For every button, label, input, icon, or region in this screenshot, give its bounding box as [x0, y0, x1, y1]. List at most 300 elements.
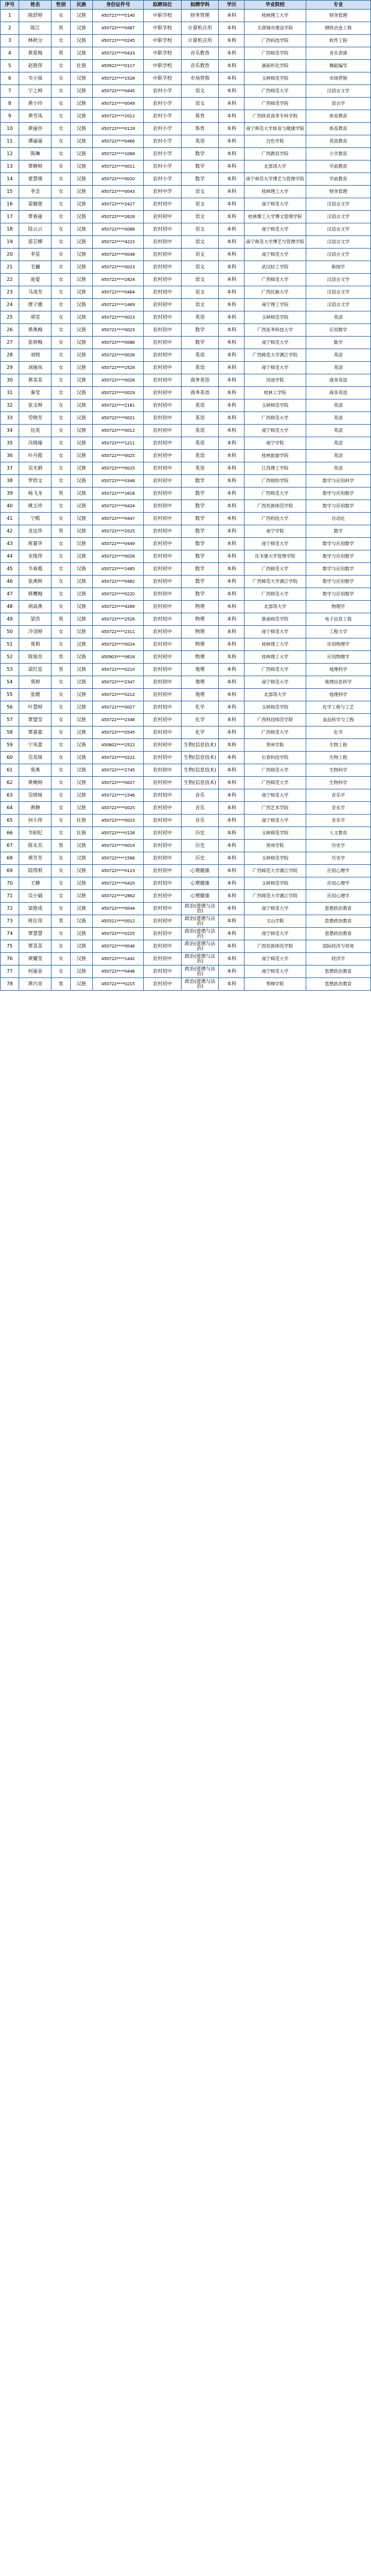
cell-major: 英语教育 — [306, 135, 370, 148]
cell-school: 南宁师范大学博艺与管理学院 — [245, 236, 306, 249]
cell-school: 南宁师范大学 — [245, 903, 306, 915]
cell-education: 本科 — [219, 877, 245, 890]
cell-name: 吴晓妹 — [19, 789, 52, 802]
cell-id-number: 450722****1546 — [92, 789, 143, 802]
cell-position: 农村初中 — [144, 626, 182, 638]
cell-ethnicity: 汉族 — [70, 98, 92, 110]
cell-ethnicity: 汉族 — [70, 299, 92, 311]
cell-index: 36 — [1, 450, 19, 462]
cell-position: 农村初中 — [144, 550, 182, 563]
cell-gender: 女 — [52, 626, 70, 638]
cell-ethnicity: 汉族 — [70, 387, 92, 399]
cell-major: 舞蹈编导 — [306, 60, 370, 72]
cell-ethnicity: 汉族 — [70, 186, 92, 198]
cell-major: 地理科学 — [306, 689, 370, 701]
cell-name: 劳晓芳 — [19, 412, 52, 425]
cell-school: 南宁师范大学 — [245, 362, 306, 374]
cell-subject: 数学 — [181, 563, 219, 576]
cell-id-number: 450722****0545 — [92, 727, 143, 739]
cell-id-number: 450722****1068 — [92, 148, 143, 161]
cell-school: 桂林理工大学 — [245, 186, 306, 198]
table-row — [1, 626, 371, 638]
cell-id-number: 450722****0023 — [92, 815, 143, 827]
cell-education: 本科 — [219, 689, 245, 701]
cell-subject: 语文 — [181, 186, 219, 198]
cell-position: 农村初中 — [144, 940, 182, 953]
cell-position: 农村初中 — [144, 462, 182, 475]
table-row — [1, 563, 371, 576]
cell-major: 思想政治教育 — [306, 978, 370, 991]
table-row — [1, 374, 371, 387]
cell-name: 莫婷 — [19, 676, 52, 689]
cell-position: 中职学校 — [144, 35, 182, 47]
cell-education: 本科 — [219, 387, 245, 399]
cell-id-number: 450722****2528 — [92, 362, 143, 374]
cell-gender: 女 — [52, 701, 70, 714]
cell-subject: 英语 — [181, 462, 219, 475]
cell-ethnicity: 汉族 — [70, 198, 92, 211]
cell-school: 南宁师范大学 — [245, 965, 306, 978]
cell-education: 本科 — [219, 739, 245, 752]
cell-id-number: 450722****0023 — [92, 261, 143, 274]
cell-index: 48 — [1, 601, 19, 613]
cell-gender: 女 — [52, 249, 70, 261]
cell-index: 9 — [1, 110, 19, 123]
cell-gender: 男 — [52, 613, 70, 626]
cell-subject: 化学 — [181, 701, 219, 714]
cell-gender: 女 — [52, 513, 70, 525]
cell-major: 自动化 — [306, 513, 370, 525]
cell-education: 本科 — [219, 60, 245, 72]
cell-position: 农村初中 — [144, 915, 182, 928]
table-row — [1, 538, 371, 550]
cell-index: 41 — [1, 513, 19, 525]
cell-school: 玉林师范学院 — [245, 311, 306, 324]
cell-major: 学前教育 — [306, 161, 370, 173]
cell-ethnicity: 汉族 — [70, 249, 92, 261]
cell-education: 本科 — [219, 186, 245, 198]
cell-subject: 数学 — [181, 488, 219, 500]
cell-ethnicity: 汉族 — [70, 173, 92, 186]
cell-ethnicity: 汉族 — [70, 752, 92, 764]
cell-name: 廖子娥 — [19, 299, 52, 311]
cell-major: 人文教育 — [306, 827, 370, 840]
cell-school: 广西艺术学院 — [245, 802, 306, 815]
cell-gender: 男 — [52, 978, 70, 991]
cell-name: 何小萍 — [19, 815, 52, 827]
cell-subject: 数学 — [181, 576, 219, 588]
cell-id-number: 450722****0043 — [92, 186, 143, 198]
cell-name: 梁艳成 — [19, 903, 52, 915]
cell-subject: 语文 — [181, 299, 219, 311]
cell-position: 农村初中 — [144, 387, 182, 399]
cell-gender: 男 — [52, 22, 70, 35]
cell-subject: 物理 — [181, 638, 219, 651]
table-row — [1, 173, 371, 186]
cell-school: 广西科技师范学院 — [245, 714, 306, 727]
cell-school: 玉林师范学院 — [245, 877, 306, 890]
cell-major: 汉语言文学 — [306, 274, 370, 286]
cell-ethnicity: 汉族 — [70, 286, 92, 299]
cell-id-number: 450722****5140 — [92, 10, 143, 22]
cell-gender: 女 — [52, 135, 70, 148]
cell-position: 农村小学 — [144, 148, 182, 161]
cell-subject: 语文 — [181, 223, 219, 236]
table-row — [1, 613, 371, 626]
cell-position: 农村初中 — [144, 664, 182, 676]
cell-name: 刘丽岚 — [19, 362, 52, 374]
table-row — [1, 676, 371, 689]
cell-id-number: 450722****0464 — [92, 286, 143, 299]
cell-id-number: 450722****0023 — [92, 311, 143, 324]
cell-gender: 女 — [52, 123, 70, 135]
cell-gender: 女 — [52, 311, 70, 324]
cell-education: 本科 — [219, 827, 245, 840]
table-header-row — [1, 1, 371, 10]
cell-school: 玉林师范学院 — [245, 399, 306, 412]
cell-major: 英语 — [306, 450, 370, 462]
col-index: 序号 — [1, 1, 19, 10]
cell-id-number: 450922****0117 — [92, 60, 143, 72]
cell-subject: 心理健康 — [181, 890, 219, 903]
cell-id-number: 450722****0044 — [92, 903, 143, 915]
cell-subject: 政治(道德与法治) — [181, 940, 219, 953]
cell-major: 数学 — [306, 337, 370, 349]
cell-education: 本科 — [219, 274, 245, 286]
cell-ethnicity: 汉族 — [70, 123, 92, 135]
cell-position: 农村初中 — [144, 865, 182, 877]
cell-school: 玉林师范学院 — [245, 852, 306, 865]
cell-subject: 数学 — [181, 148, 219, 161]
cell-ethnicity: 汉族 — [70, 789, 92, 802]
cell-subject: 体育 — [181, 123, 219, 135]
table-row — [1, 777, 371, 789]
cell-ethnicity: 汉族 — [70, 714, 92, 727]
cell-position: 农村初中 — [144, 437, 182, 450]
cell-position: 农村初中 — [144, 689, 182, 701]
cell-school: 南宁师范大学 — [245, 676, 306, 689]
cell-name: 韩鹰梅 — [19, 588, 52, 601]
cell-school: 南宁师范大学 — [245, 953, 306, 965]
cell-name: 张燕秋 — [19, 576, 52, 588]
cell-school: 南宁师范大学博艺与管理学院 — [245, 173, 306, 186]
cell-name: 吴小婧 — [19, 890, 52, 903]
cell-major: 工程力学 — [306, 626, 370, 638]
cell-school: 河池学院 — [245, 374, 306, 387]
cell-education: 本科 — [219, 98, 245, 110]
cell-gender: 女 — [52, 337, 70, 349]
table-row — [1, 815, 371, 827]
table-row — [1, 890, 371, 903]
cell-index: 50 — [1, 626, 19, 638]
cell-ethnicity: 汉族 — [70, 10, 92, 22]
cell-ethnicity: 汉族 — [70, 148, 92, 161]
cell-ethnicity: 汉族 — [70, 676, 92, 689]
cell-major: 小学教育 — [306, 148, 370, 161]
cell-ethnicity: 汉族 — [70, 135, 92, 148]
table-row — [1, 877, 371, 890]
cell-education: 本科 — [219, 613, 245, 626]
cell-subject: 音乐教育 — [181, 47, 219, 60]
cell-ethnicity: 壮族 — [70, 60, 92, 72]
cell-position: 农村初中 — [144, 928, 182, 940]
cell-id-number: 450722****0420 — [92, 877, 143, 890]
cell-index: 13 — [1, 161, 19, 173]
cell-education: 本科 — [219, 525, 245, 538]
cell-id-number: 450722****0129 — [92, 123, 143, 135]
cell-index: 61 — [1, 764, 19, 777]
cell-name: 陆得莉 — [19, 865, 52, 877]
table-row — [1, 865, 371, 877]
cell-subject: 生物(信息技术) — [181, 764, 219, 777]
cell-gender: 男 — [52, 840, 70, 852]
cell-id-number: 450722****2347 — [92, 676, 143, 689]
cell-id-number: 450722****0446 — [92, 965, 143, 978]
cell-education: 本科 — [219, 626, 245, 638]
cell-major: 英语 — [306, 349, 370, 362]
cell-index: 26 — [1, 324, 19, 337]
cell-gender: 女 — [52, 236, 70, 249]
cell-position: 农村初中 — [144, 362, 182, 374]
cell-education: 本科 — [219, 198, 245, 211]
cell-major: 汉语言文学 — [306, 299, 370, 311]
cell-major: 地理科学 — [306, 664, 370, 676]
cell-gender: 女 — [52, 550, 70, 563]
cell-major: 化学工程与工艺 — [306, 701, 370, 714]
cell-subject: 英语 — [181, 425, 219, 437]
cell-ethnicity: 汉族 — [70, 211, 92, 223]
cell-name: 黄美美 — [19, 374, 52, 387]
cell-education: 本科 — [219, 211, 245, 223]
cell-gender: 女 — [52, 450, 70, 462]
cell-id-number: 450722****0012 — [92, 425, 143, 437]
cell-school: 武汉轻工学院 — [245, 261, 306, 274]
cell-subject: 化学 — [181, 714, 219, 727]
cell-position: 农村初中 — [144, 827, 182, 840]
cell-subject: 历史 — [181, 840, 219, 852]
cell-index: 37 — [1, 462, 19, 475]
table-row — [1, 148, 371, 161]
cell-index: 30 — [1, 374, 19, 387]
cell-subject: 政治(道德与法治) — [181, 915, 219, 928]
cell-gender: 女 — [52, 161, 70, 173]
cell-id-number: 450722****0222 — [92, 752, 143, 764]
cell-major: 学前教育 — [306, 173, 370, 186]
cell-subject: 英语 — [181, 437, 219, 450]
table-row — [1, 638, 371, 651]
cell-id-number: 450722****0025 — [92, 450, 143, 462]
cell-gender: 女 — [52, 815, 70, 827]
cell-gender: 女 — [52, 865, 70, 877]
cell-index: 67 — [1, 840, 19, 852]
cell-name: 宁凤蕾 — [19, 739, 52, 752]
table-row — [1, 462, 371, 475]
table-row — [1, 915, 371, 928]
cell-id-number: 450722****1566 — [92, 852, 143, 865]
cell-gender: 女 — [52, 739, 70, 752]
cell-position: 农村初中 — [144, 739, 182, 752]
cell-ethnicity: 汉族 — [70, 588, 92, 601]
cell-subject: 地理 — [181, 689, 219, 701]
cell-id-number: 450722****0021 — [92, 412, 143, 425]
cell-gender: 女 — [52, 789, 70, 802]
cell-name: 胡莹 — [19, 311, 52, 324]
col-id-number: 身份证件号 — [92, 1, 143, 10]
cell-major: 商务英语 — [306, 374, 370, 387]
table-row — [1, 412, 371, 425]
cell-index: 63 — [1, 789, 19, 802]
cell-gender: 女 — [52, 462, 70, 475]
cell-subject: 数学 — [181, 550, 219, 563]
cell-subject: 数学 — [181, 500, 219, 513]
cell-name: 宋俊萍 — [19, 550, 52, 563]
cell-position: 中职学校 — [144, 60, 182, 72]
table-row — [1, 689, 371, 701]
cell-id-number: 450721****0023 — [92, 324, 143, 337]
cell-ethnicity: 汉族 — [70, 638, 92, 651]
cell-gender: 女 — [52, 223, 70, 236]
cell-major: 英语 — [306, 399, 370, 412]
cell-major: 数学与应用数学 — [306, 588, 370, 601]
cell-ethnicity: 汉族 — [70, 802, 92, 815]
cell-ethnicity: 汉族 — [70, 563, 92, 576]
cell-ethnicity: 汉族 — [70, 576, 92, 588]
cell-index: 47 — [1, 588, 19, 601]
cell-major: 数学与应用数学 — [306, 488, 370, 500]
cell-id-number: 450722****0126 — [92, 827, 143, 840]
cell-school: 北部湾大学 — [245, 601, 306, 613]
cell-subject: 地理 — [181, 676, 219, 689]
cell-index: 17 — [1, 211, 19, 223]
cell-ethnicity: 汉族 — [70, 35, 92, 47]
cell-id-number: 450722****0225 — [92, 928, 143, 940]
cell-position: 农村初中 — [144, 274, 182, 286]
cell-position: 农村初中 — [144, 311, 182, 324]
table-row — [1, 299, 371, 311]
cell-index: 53 — [1, 664, 19, 676]
cell-id-number: 450722****0245 — [92, 35, 143, 47]
cell-subject: 政治(道德与法治) — [181, 978, 219, 991]
cell-position: 农村初中 — [144, 840, 182, 852]
cell-major: 数学与应用数学 — [306, 500, 370, 513]
cell-education: 本科 — [219, 563, 245, 576]
cell-ethnicity: 汉族 — [70, 274, 92, 286]
cell-ethnicity: 汉族 — [70, 890, 92, 903]
cell-id-number: 450722****0026 — [92, 374, 143, 387]
cell-position: 农村初中 — [144, 651, 182, 664]
cell-major: 汉语言文学 — [306, 223, 370, 236]
cell-position: 农村初中 — [144, 412, 182, 425]
cell-school: 淮南师范学院 — [245, 613, 306, 626]
cell-index: 4 — [1, 47, 19, 60]
cell-education: 本科 — [219, 865, 245, 877]
cell-id-number: 450722****0046 — [92, 940, 143, 953]
cell-name: 叶慧婷 — [19, 701, 52, 714]
cell-major: 市场营销 — [306, 72, 370, 85]
cell-position: 中职学校 — [144, 22, 182, 35]
cell-ethnicity: 汉族 — [70, 513, 92, 525]
cell-education: 本科 — [219, 223, 245, 236]
cell-ethnicity: 汉族 — [70, 261, 92, 274]
cell-name: 张文婷 — [19, 399, 52, 412]
cell-position: 农村初中 — [144, 576, 182, 588]
cell-school: 广西师范大学 — [245, 777, 306, 789]
cell-subject: 音乐 — [181, 802, 219, 815]
cell-subject: 音乐教育 — [181, 60, 219, 72]
cell-education: 本科 — [219, 85, 245, 98]
cell-subject: 历史 — [181, 852, 219, 865]
cell-gender: 女 — [52, 764, 70, 777]
cell-education: 本科 — [219, 110, 245, 123]
cell-gender: 男 — [52, 525, 70, 538]
cell-education: 本科 — [219, 538, 245, 550]
cell-ethnicity: 汉族 — [70, 72, 92, 85]
table-row — [1, 198, 371, 211]
cell-position: 中职学校 — [144, 10, 182, 22]
table-row — [1, 47, 371, 60]
cell-position: 农村小学 — [144, 98, 182, 110]
cell-name: 庞爱 — [19, 274, 52, 286]
cell-gender: 女 — [52, 299, 70, 311]
cell-school: 桂林理工大学 — [245, 651, 306, 664]
cell-index: 70 — [1, 877, 19, 890]
cell-position: 农村初中 — [144, 727, 182, 739]
cell-index: 38 — [1, 475, 19, 488]
table-row — [1, 60, 371, 72]
cell-subject: 英语 — [181, 135, 219, 148]
cell-school: 南宁师范大学 — [245, 337, 306, 349]
cell-gender: 女 — [52, 110, 70, 123]
table-row — [1, 978, 371, 991]
cell-school: 南宁师范大学 — [245, 928, 306, 940]
cell-school: 南宁师范大学 — [245, 198, 306, 211]
cell-ethnicity: 汉族 — [70, 311, 92, 324]
cell-index: 51 — [1, 638, 19, 651]
cell-major: 电子信息工程 — [306, 613, 370, 626]
cell-index: 71 — [1, 890, 19, 903]
cell-major: 体育教育 — [306, 123, 370, 135]
cell-position: 农村初中 — [144, 890, 182, 903]
cell-id-number: 450722****2012 — [92, 110, 143, 123]
table-row — [1, 324, 371, 337]
cell-school: 广西师范大学 — [245, 412, 306, 425]
table-row — [1, 840, 371, 852]
cell-major: 财务管理 — [306, 10, 370, 22]
cell-ethnicity: 汉族 — [70, 840, 92, 852]
cell-position: 农村初中 — [144, 903, 182, 915]
cell-school: 南宁师范大学 — [245, 789, 306, 802]
cell-school: 南宁学院 — [245, 437, 306, 450]
cell-education: 本科 — [219, 425, 245, 437]
cell-school: 南宁师范大学体育与健康学院 — [245, 123, 306, 135]
cell-gender: 女 — [52, 148, 70, 161]
cell-name: 韦春霞 — [19, 563, 52, 576]
table-row — [1, 236, 371, 249]
cell-name: 吴光娟 — [19, 462, 52, 475]
cell-education: 本科 — [219, 940, 245, 953]
cell-name: 黄小玲 — [19, 98, 52, 110]
cell-name: 黄婉婷 — [19, 777, 52, 789]
cell-gender: 男 — [52, 488, 70, 500]
cell-subject: 商务英语 — [181, 374, 219, 387]
cell-index: 72 — [1, 903, 19, 915]
cell-position: 农村初中 — [144, 752, 182, 764]
cell-school: 化韦建大学管理学院 — [245, 550, 306, 563]
cell-education: 本科 — [219, 10, 245, 22]
cell-major: 思想政治教育 — [306, 903, 370, 915]
cell-gender: 女 — [52, 877, 70, 890]
cell-school: 南宁师范大学 — [245, 626, 306, 638]
